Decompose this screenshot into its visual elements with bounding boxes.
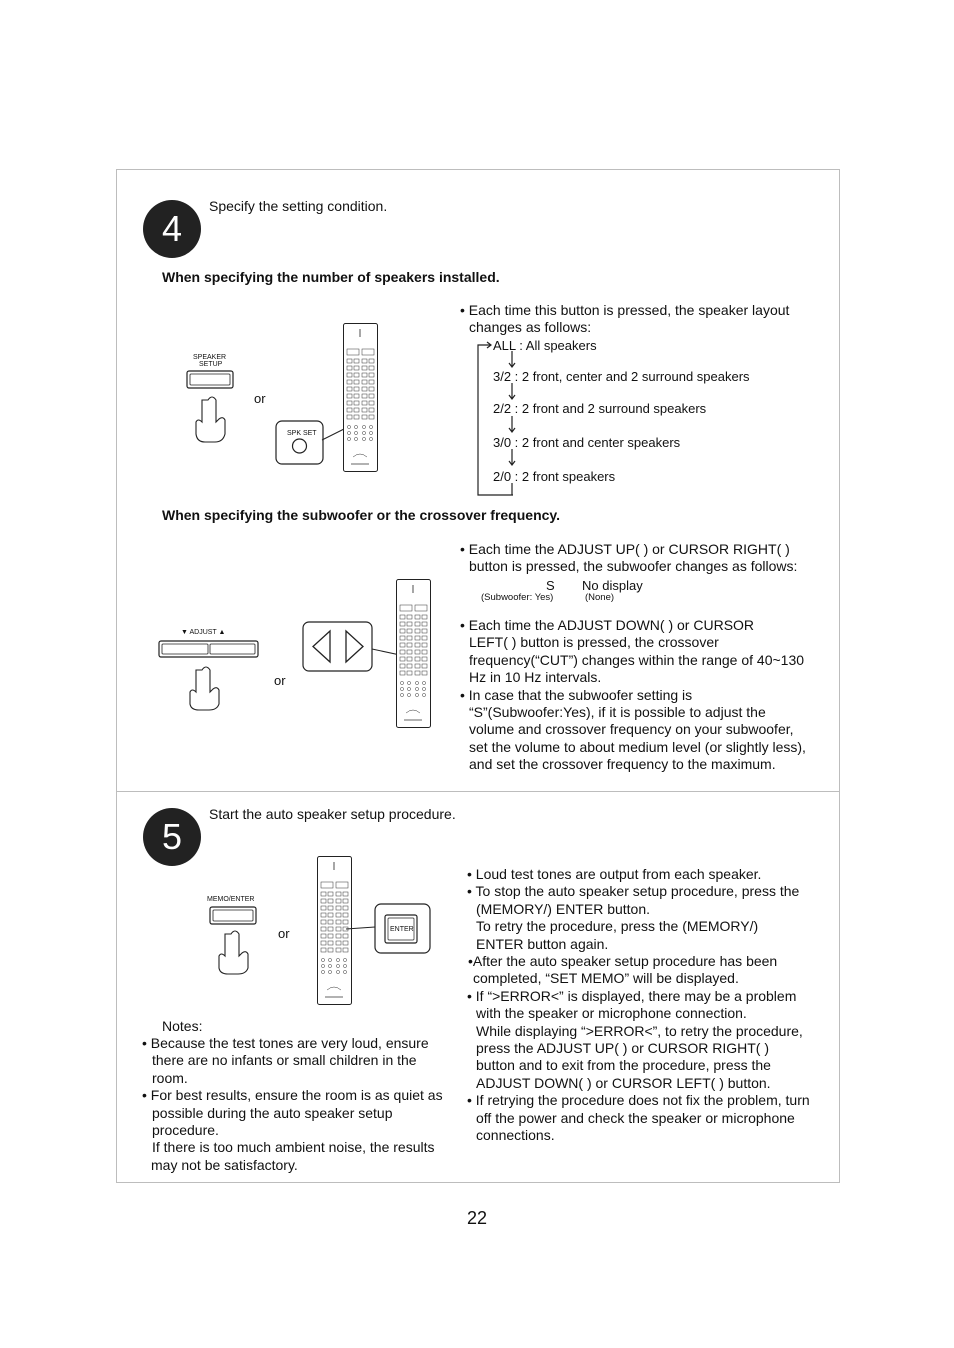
note-line-1: • Because the test tones are very loud, ensure xyxy=(142,1035,429,1051)
step5-bullet-line-15: off the power and check the speaker or microphone xyxy=(476,1109,795,1126)
step5-bullet-line-9: with the speaker or microphone connection. xyxy=(476,1005,747,1022)
step-4-number: 4 xyxy=(143,200,201,258)
memo-enter-button-illustration xyxy=(209,906,259,976)
subwoofer-line-1: • Each time the ADJUST UP( ) or CURSOR RIGHT( ) xyxy=(460,541,790,557)
crossover-line-4: Hz in 10 Hz intervals. xyxy=(469,669,602,686)
enter-callout xyxy=(345,903,433,955)
crossover-line-1: • Each time the ADJUST DOWN( ) or CURSOR xyxy=(460,617,755,633)
spk-set-label: SPK SET xyxy=(287,430,317,437)
step5-bullet-line-16: connections. xyxy=(476,1127,555,1144)
step5-bullet-line-5: ENTER button again. xyxy=(476,935,609,952)
step5-bullet-line-7: completed, “SET MEMO” will be displayed. xyxy=(473,970,739,987)
note-line-5: possible during the auto speaker setup xyxy=(152,1104,393,1121)
step5-bullet-line-6: •After the auto speaker setup procedure has been xyxy=(468,953,778,970)
speaker-intro-line-2: changes as follows: xyxy=(469,319,592,335)
page-number: 22 xyxy=(466,1208,488,1228)
crossover-line-9: and set the crossover frequency to the maximum. xyxy=(469,756,776,773)
spk-set-callout xyxy=(275,420,325,466)
layout-option-1: ALL : All speakers xyxy=(493,338,597,353)
step-5-number: 5 xyxy=(143,808,201,866)
memo-enter-label: MEMO/ENTER xyxy=(207,896,255,903)
step-divider xyxy=(116,791,840,792)
adjust-buttons-illustration xyxy=(158,640,260,712)
layout-option-4: 3/0 : 2 front and center speakers xyxy=(493,435,681,450)
layout-option-5: 2/0 : 2 front speakers xyxy=(493,469,616,484)
or-label-1: or xyxy=(254,391,266,406)
step5-bullet-line-12: button and to exit from the procedure, press the xyxy=(476,1057,771,1074)
note-line-4: • For best results, ensure the room is as quiet as xyxy=(142,1087,443,1104)
step5-bullet-line-4: To retry the procedure, press the (MEMORY/) xyxy=(476,918,759,935)
cursor-buttons-callout xyxy=(302,621,402,673)
layout-option-3: 2/2 : 2 front and 2 surround speakers xyxy=(493,401,707,416)
subwoofer-heading: When specifying the subwoofer or the crossover frequency. xyxy=(162,507,561,523)
crossover-line-6: “S”(Subwoofer:Yes), if it is possible to adjust the xyxy=(469,704,766,721)
speaker-setup-button-illustration xyxy=(186,370,236,442)
subwoofer-line-2: button is pressed, the subwoofer changes as follows: xyxy=(469,558,798,575)
layout-option-2: 3/2 : 2 front, center and 2 surround speakers xyxy=(493,369,750,384)
subwoofer-option-none-note: (None) xyxy=(585,592,615,603)
notes-title: Notes: xyxy=(162,1018,203,1034)
step5-bullet-line-3: (MEMORY/) ENTER button. xyxy=(476,900,651,917)
crossover-line-8: set the volume to about medium level (or slightly less), xyxy=(469,738,806,755)
or-label-2: or xyxy=(274,673,286,688)
speaker-setup-label-1: SPEAKER xyxy=(193,354,227,361)
step5-bullet-line-1: • Loud test tones are output from each speaker. xyxy=(467,866,762,882)
note-line-6: procedure. xyxy=(152,1122,219,1139)
or-label-3: or xyxy=(278,926,290,941)
crossover-line-2: LEFT( ) button is pressed, the crossover xyxy=(469,634,719,651)
adjust-label: ▼ ADJUST ▲ xyxy=(181,629,226,636)
step5-bullet-line-13: ADJUST DOWN( ) or CURSOR LEFT( ) button. xyxy=(476,1074,771,1091)
enter-label: ENTER xyxy=(390,926,414,933)
step-4-title: Specify the setting condition. xyxy=(209,198,388,214)
subwoofer-description xyxy=(460,541,797,576)
note-line-8: may not be satisfactory. xyxy=(151,1156,298,1173)
step5-bullet-line-8: • If “>ERROR<” is displayed, there may be a problem xyxy=(467,987,797,1004)
step-5-bullets xyxy=(467,866,810,1145)
speakers-heading: When specifying the number of speakers installed. xyxy=(162,269,500,285)
crossover-description xyxy=(460,617,806,774)
note-line-3: room. xyxy=(152,1069,188,1086)
crossover-line-5: • In case that the subwoofer setting is xyxy=(460,686,693,703)
step5-bullet-line-14: • If retrying the procedure does not fix the problem, turn xyxy=(467,1092,810,1109)
step5-bullet-line-2: • To stop the auto speaker setup procedure, press the xyxy=(467,883,800,900)
remote-control-icon-2 xyxy=(396,579,432,729)
crossover-line-7: volume and crossover frequency on your subwoofer, xyxy=(469,721,794,738)
step5-bullet-line-11: press the ADJUST UP( ) or CURSOR RIGHT( ) xyxy=(476,1040,770,1057)
note-line-7: If there is too much ambient noise, the results xyxy=(152,1139,435,1156)
step5-bullet-line-10: While displaying “>ERROR<”, to retry the procedure, xyxy=(476,1022,803,1039)
subwoofer-option-none: No display xyxy=(582,578,643,593)
speaker-setup-label-2: SETUP xyxy=(199,361,223,368)
subwoofer-option-s: S xyxy=(546,578,555,593)
crossover-line-3: frequency(“CUT”) changes within the range of 40~130 xyxy=(469,651,805,668)
subwoofer-option-s-note: (Subwoofer: Yes) xyxy=(481,592,554,603)
note-line-2: there are no infants or small children in the xyxy=(152,1052,417,1069)
remote-control-icon xyxy=(343,323,379,473)
notes-list xyxy=(142,1035,443,1174)
speaker-intro-line-1: • Each time this button is pressed, the speaker layout xyxy=(460,302,790,318)
step-5-title: Start the auto speaker setup procedure. xyxy=(209,806,456,822)
